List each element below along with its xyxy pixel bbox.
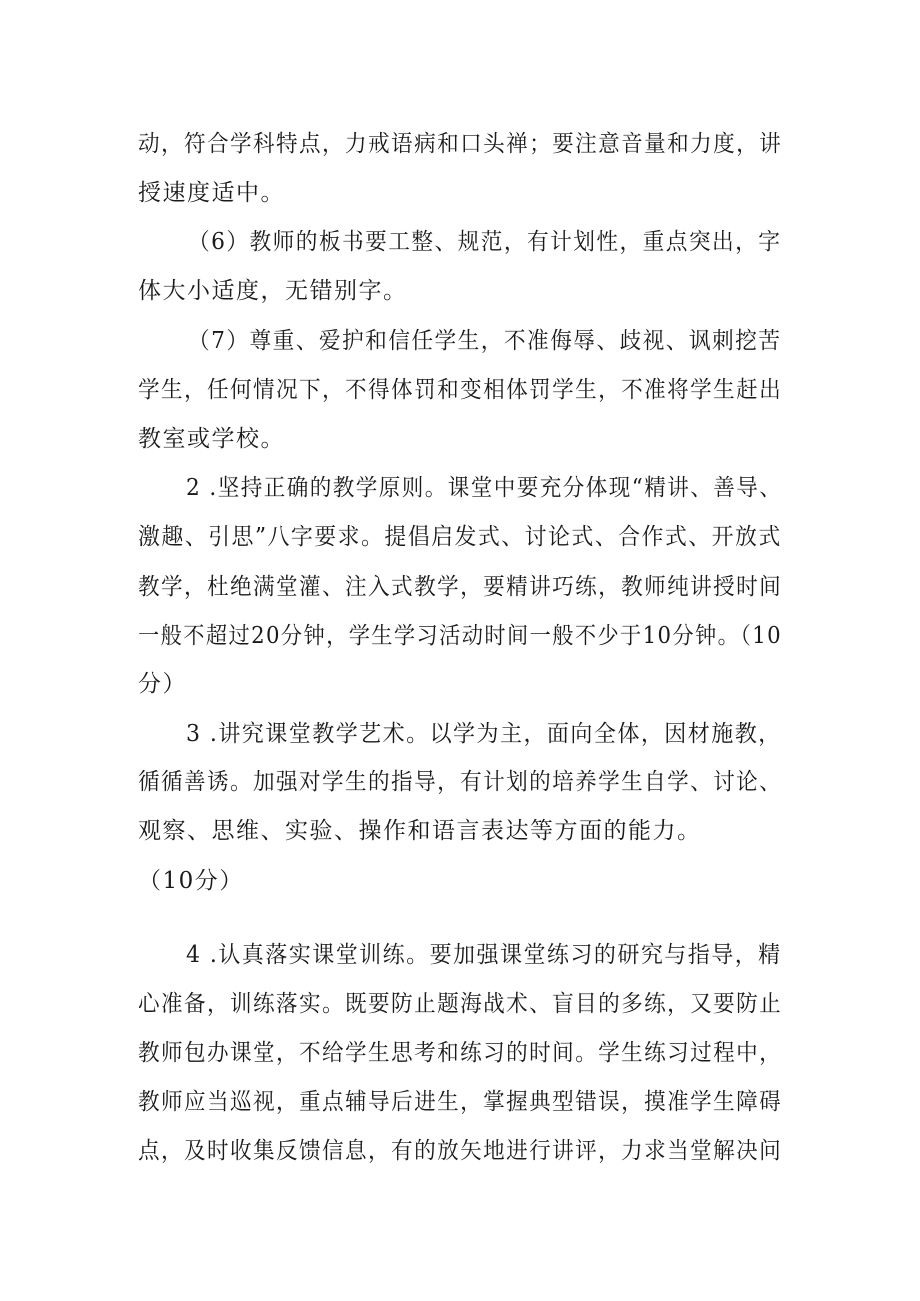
text-line: （7）尊重、爱护和信任学生，不准侮辱、歧视、讽刺挖苦 (188, 328, 782, 354)
text-line: 点，及时收集反馈信息，有的放矢地进行讲评，力求当堂解决问 (138, 1138, 783, 1164)
text-line: 4 .认真落实课堂训练。要加强课堂练习的研究与指导，精 (186, 942, 782, 968)
text-line: 教师包办课堂，不给学生思考和练习的时间。学生练习过程中， (138, 1040, 783, 1066)
text-line: 学生，任何情况下，不得体罚和变相体罚学生，不准将学生赶出 (138, 377, 783, 403)
text-line: 观察、思维、实验、操作和语言表达等方面的能力。 (138, 818, 702, 844)
text-line: 教学，杜绝满堂灌、注入式教学，要精讲巧练，教师纯讲授时间 (138, 574, 783, 600)
text-line: 循循善诱。加强对学生的指导，有计划的培养学生自学、讨论、 (138, 769, 783, 795)
text-line: 2 .坚持正确的教学原则。课堂中要充分体现“精讲、善导、 (186, 475, 783, 501)
text-line: 激趣、引思”八字要求。提倡启发式、讨论式、合作式、开放式 (138, 524, 782, 550)
text-line: 一般不超过20分钟，学生学习活动时间一般不少于10分钟。（10 (138, 623, 783, 649)
text-line: （10分） (138, 868, 244, 894)
text-line: 体大小适度，无错别字。 (138, 278, 408, 304)
text-line: 教师应当巡视，重点辅导后进生，掌握典型错误，摸准学生障碍 (138, 1089, 783, 1115)
text-line: 心准备，训练落实。既要防止题海战术、盲目的多练，又要防止 (138, 991, 783, 1017)
text-line: 授速度适中。 (138, 180, 285, 206)
text-line: 分） (138, 671, 187, 697)
text-line: 动，符合学科特点，力戒语病和口头禅；要注意音量和力度，讲 (138, 131, 783, 157)
text-line: 3 .讲究课堂教学艺术。以学为主，面向全体，因材施教， (186, 721, 782, 747)
text-line: 教室或学校。 (138, 426, 285, 452)
text-line: （6）教师的板书要工整、规范，有计划性，重点突出，字 (188, 229, 782, 255)
